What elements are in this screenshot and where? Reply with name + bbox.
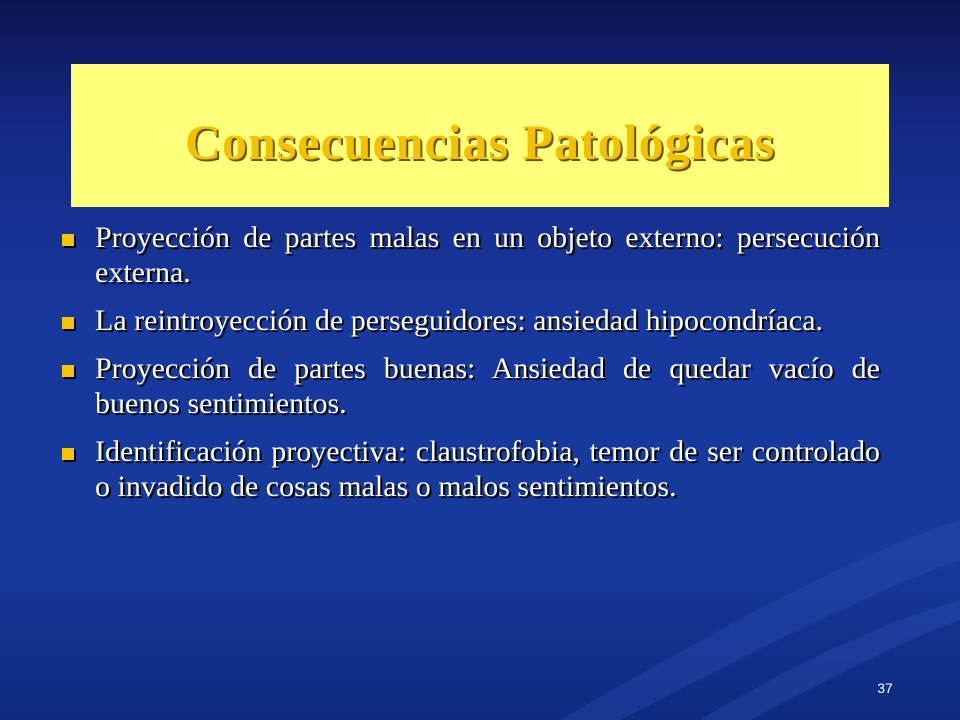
bullet-text: Identificación proyectiva: claustrofobia, temor de ser controlado o invadido de cosas malas o malos sentimientos. bbox=[95, 435, 880, 503]
title-box bbox=[71, 64, 889, 207]
square-bullet-icon bbox=[62, 234, 74, 246]
slide-number: 37 bbox=[877, 680, 893, 696]
square-bullet-icon bbox=[62, 317, 74, 329]
bullet-list bbox=[60, 220, 880, 517]
bullet-text: Proyección de partes buenas: Ansiedad de quedar vacío de buenos sentimientos. bbox=[95, 352, 880, 420]
square-bullet-icon bbox=[62, 448, 74, 460]
square-bullet-icon bbox=[62, 365, 74, 377]
list-item bbox=[60, 434, 880, 504]
list-item bbox=[60, 303, 880, 338]
bullet-text: La reintroyección de perseguidores: ansiedad hipocondríaca. bbox=[95, 304, 824, 337]
list-item bbox=[60, 220, 880, 290]
page-title: Consecuencias Patológicas bbox=[184, 113, 776, 170]
bullet-text: Proyección de partes malas en un objeto externo: persecución externa. bbox=[95, 221, 880, 289]
list-item bbox=[60, 351, 880, 421]
